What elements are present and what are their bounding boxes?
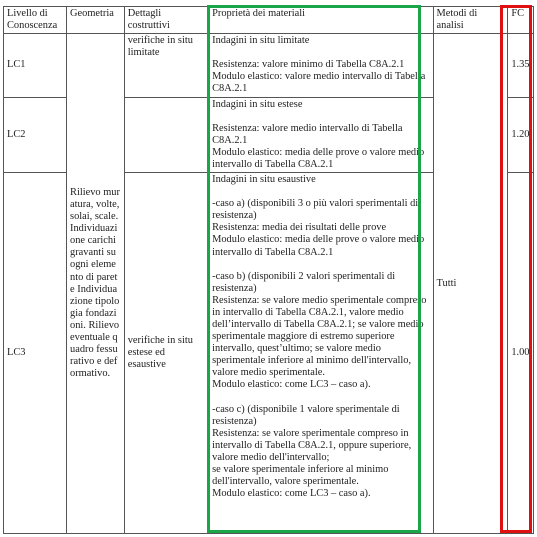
property-paragraph <box>212 404 429 501</box>
property-paragraph <box>212 174 429 186</box>
property-line: Modulo elastico: valore medio intervallo di Tabella C8A.2.1 <box>212 71 426 95</box>
property-line: -caso b) (disponibili 2 valori sperimentali di resistenza) <box>212 270 396 294</box>
dettagli-cell: verifiche in situ estese ed esaustive <box>124 173 208 534</box>
level-cell: LC2 <box>4 97 67 172</box>
proprieta-cell <box>209 97 433 172</box>
metodi-cell: Tutti <box>433 34 508 534</box>
fc-cell: 1.00 <box>508 173 534 534</box>
dettagli-cell: verifiche in situ limitate <box>124 34 208 97</box>
property-line: Resistenza: valore medio intervallo di Tabella C8A.2.1 <box>212 122 403 146</box>
header-row <box>4 7 534 34</box>
property-line: se valore sperimentale inferiore al minimo dell'intervallo, valore sperimentale. <box>212 464 389 488</box>
property-paragraph <box>212 123 429 171</box>
property-line: Modulo elastico: media delle prove o valore medio intervallo di Tabella C8A.2.1 <box>212 234 425 258</box>
proprieta-cell <box>209 173 433 534</box>
property-line: -caso a) (disponibili 3 o più valori sperimentali di resistenza) <box>212 198 419 222</box>
property-paragraph <box>212 35 429 47</box>
property-line: Modulo elastico: come LC3 – caso a). <box>212 488 371 500</box>
level-cell: LC1 <box>4 34 67 97</box>
property-line: Resistenza: media dei risultati delle prove <box>212 222 387 234</box>
header-metodi: Metodi di analisi <box>433 7 508 34</box>
property-paragraph <box>212 198 429 258</box>
dettagli-cell <box>124 97 208 172</box>
header-livello: Livello di Conoscenza <box>4 7 67 34</box>
property-line: Modulo elastico: media delle prove o valore medio intervallo di Tabella C8A.2.1 <box>212 146 425 170</box>
property-line: Indagini in situ esaustive <box>212 174 316 186</box>
property-paragraph <box>212 271 429 392</box>
property-line: Resistenza: se valore sperimentale compreso in intervallo di Tabella C8A.2.1, oppure superiore, valore medio dell'intervallo; <box>212 427 412 463</box>
property-line: -caso c) (disponibile 1 valore sperimentale di resistenza) <box>212 403 400 427</box>
property-line: Indagini in situ estese <box>212 98 303 110</box>
geometria-cell: Rilievo muratura, volte, solai, scale. Individuazione carichi gravanti su ogni elemento di parete Individuazione tipologia fondazioni. Rilievo eventuale quadro fessurativo e deformativo. <box>67 34 125 534</box>
header-fc: FC <box>508 7 534 34</box>
fc-cell: 1.20 <box>508 97 534 172</box>
property-line: Resistenza: se valore medio sperimentale compreso in intervallo di Tabella C8A.2.1, valore medio dell’intervallo di Tabella C8A.2.1; se valore medio sperimentale maggiore di estremo superiore intervallo, quest’ultimo; se valore medio sperimentale inferiore al minimo dell'intervallo, valore medio sperimentale. <box>212 294 427 379</box>
property-line: Resistenza: valore minimo di Tabella C8A.2.1 <box>212 59 405 71</box>
fc-cell: 1.35 <box>508 34 534 97</box>
header-dettagli: Dettagli costruttivi <box>124 7 208 34</box>
table-row-lc1 <box>4 34 534 97</box>
header-geometria: Geometria <box>67 7 125 34</box>
property-line: Indagini in situ limitate <box>212 35 310 47</box>
knowledge-level-table <box>3 6 534 534</box>
property-paragraph <box>212 99 429 111</box>
level-cell: LC3 <box>4 173 67 534</box>
property-paragraph <box>212 59 429 95</box>
proprieta-cell <box>209 34 433 97</box>
property-line: Modulo elastico: come LC3 – caso a). <box>212 379 371 391</box>
header-proprieta: Proprietà dei materiali <box>209 7 433 34</box>
